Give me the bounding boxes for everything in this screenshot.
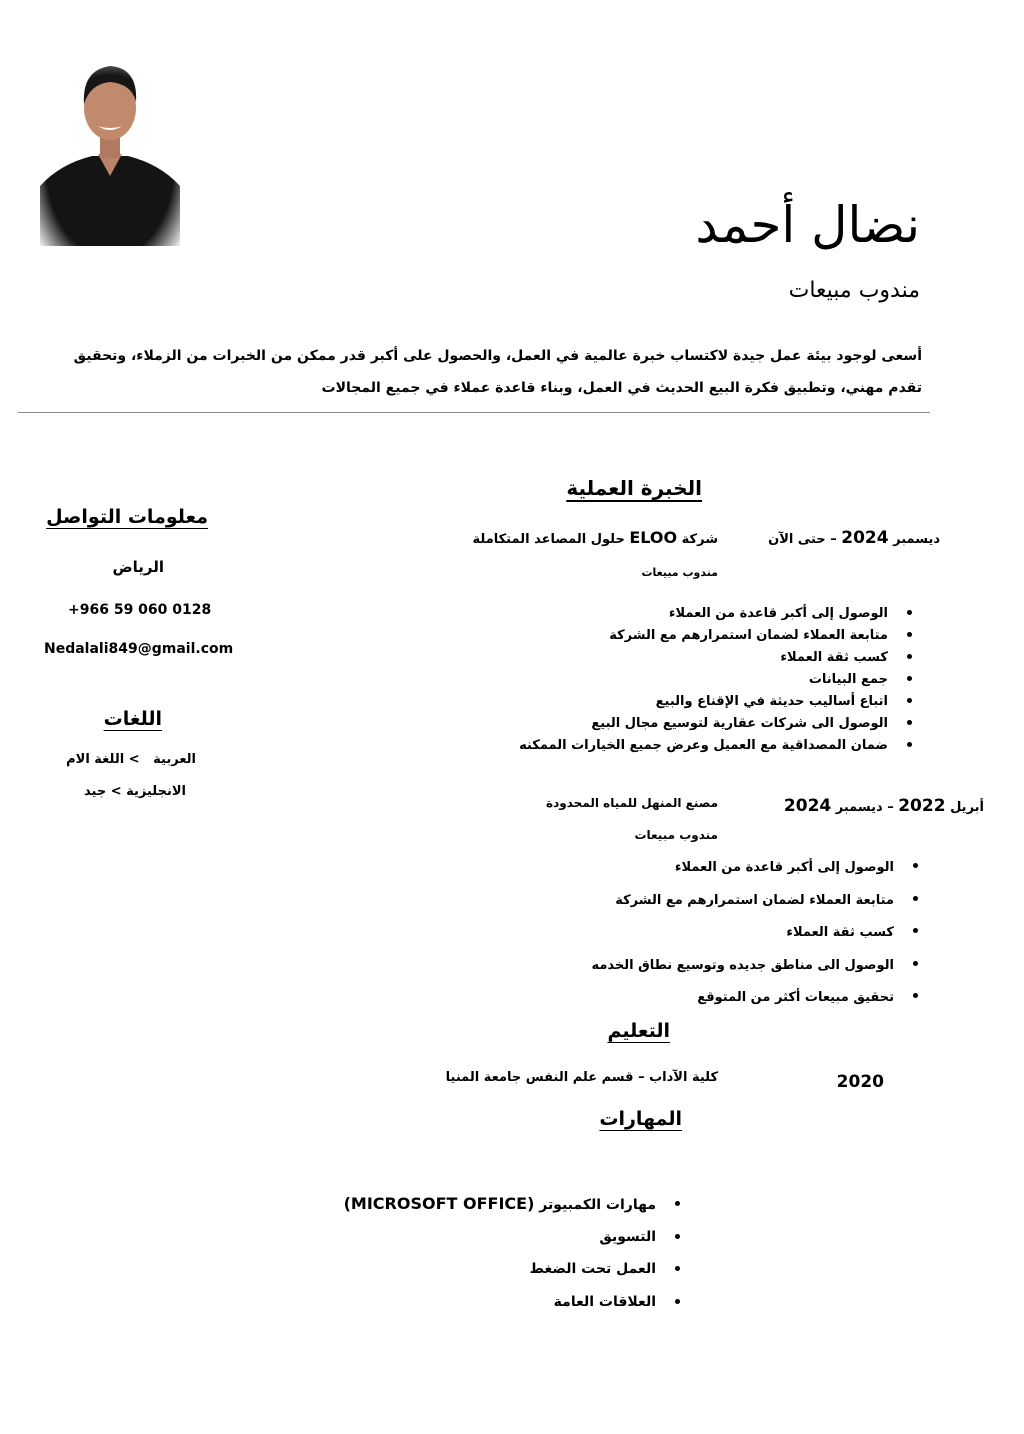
- languages-heading: اللغات: [103, 708, 162, 730]
- job-1-title: مندوب مبيعات: [641, 566, 718, 579]
- language-item: الانجليزية > جيد: [84, 784, 186, 799]
- list-item: متابعة العملاء لضمان استمرارهم مع الشركة: [519, 625, 916, 647]
- job-2-tasks: [591, 856, 922, 1019]
- list-item: جمع البيانات: [519, 669, 916, 691]
- list-item: كسب ثقة العملاء: [591, 921, 922, 954]
- job-1-company: شركة ELOO حلول المصاعد المتكاملة: [472, 528, 718, 547]
- list-item: الوصول إلى أكبر قاعدة من العملاء: [519, 603, 916, 625]
- contact-email[interactable]: Nedalali849@gmail.com: [44, 641, 234, 657]
- job-2-company: مصنع المنهل للمياه المحدودة: [546, 796, 718, 810]
- job-2-title: مندوب مبيعات: [634, 828, 718, 842]
- list-item: العلاقات العامة: [344, 1288, 684, 1321]
- list-item: الوصول الى شركات عقارية لتوسيع مجال البيع: [519, 713, 916, 735]
- contact-phone[interactable]: +966 59 060 0128: [68, 602, 212, 618]
- list-item: التسويق: [344, 1223, 684, 1256]
- job-1-tasks: [519, 603, 916, 757]
- candidate-name: نضال أحمد: [695, 196, 920, 254]
- profile-photo: [40, 46, 180, 246]
- candidate-role: مندوب مبيعات: [788, 278, 920, 303]
- list-item: العمل تحت الضغط: [344, 1255, 684, 1288]
- experience-heading: الخبرة العملية: [566, 476, 702, 500]
- list-item: مهارات الكمبيوتر (MICROSOFT OFFICE): [344, 1190, 684, 1223]
- list-item: كسب ثقة العملاء: [519, 647, 916, 669]
- list-item: الوصول الى مناطق جديده وتوسيع نطاق الخدمه: [591, 954, 922, 987]
- contact-city: الرياض: [112, 558, 164, 576]
- list-item: الوصول إلى أكبر قاعدة من العملاء: [591, 856, 922, 889]
- education-heading: التعليم: [607, 1020, 670, 1042]
- education-year: 2020: [836, 1072, 884, 1092]
- education-text: كلية الآداب – قسم علم النفس جامعة المنيا: [445, 1070, 718, 1085]
- skills-heading: المهارات: [599, 1108, 682, 1130]
- skills-list: [344, 1190, 684, 1320]
- job-2-date: أبريل 2022 – ديسمبر 2024: [783, 796, 984, 816]
- language-item: العربية > اللغة الام: [66, 752, 196, 767]
- list-item: اتباع أساليب حديثة في الإقناع والبيع: [519, 691, 916, 713]
- profile-summary: أسعى لوجود بيئة عمل جيدة لاكتساب خبرة عالمية في العمل، والحصول على أكبر قدر ممكن من الخبرات من الزملاء، وتحقيق تقدم مهني، وتطبيق فكرة البيع الحديث في العمل، وبناء قاعدة عملاء في جميع المجالات: [73, 348, 922, 396]
- list-item: متابعة العملاء لضمان استمرارهم مع الشركة: [591, 889, 922, 922]
- list-item: تحقيق مبيعات أكثر من المتوقع: [591, 986, 922, 1019]
- header-divider: [18, 412, 930, 413]
- list-item: ضمان المصداقية مع العميل وعرض جميع الخيارات الممكنه: [519, 735, 916, 757]
- job-1-date: ديسمبر 2024 – حتى الآن: [768, 528, 940, 548]
- contact-heading: معلومات التواصل: [46, 506, 208, 528]
